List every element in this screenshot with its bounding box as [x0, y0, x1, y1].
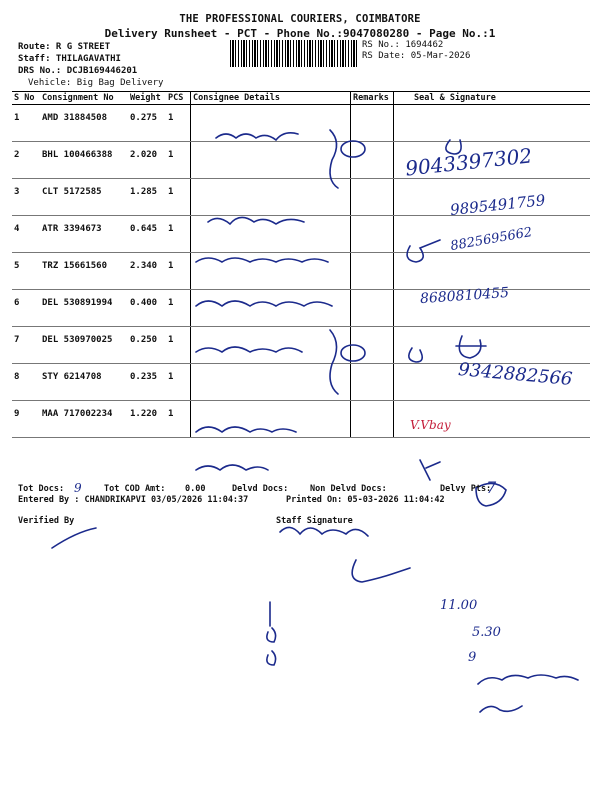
cell-pcs: 1: [166, 290, 191, 327]
cell-sno: 7: [12, 327, 40, 364]
vehicle-info: Vehicle: Big Bag Delivery: [28, 78, 164, 88]
printed-on: Printed On: 05-03-2026 11:04:42: [286, 495, 445, 505]
col-sno: S No: [12, 92, 40, 105]
handwritten-signature-row8: V.Vbay: [410, 418, 451, 432]
cell-pcs: 1: [166, 179, 191, 216]
cell-weight: 0.235: [128, 364, 166, 401]
cell-consignment: MAA 717002234: [40, 401, 128, 438]
total-docs-label: Tot Docs:: [18, 484, 65, 494]
total-cod-value: 0.00: [185, 484, 206, 494]
handwritten-phone-row4: 8825695662: [449, 224, 534, 255]
cell-consignment: CLT 5172585: [40, 179, 128, 216]
handwritten-phone-row7: 9342882566: [457, 359, 574, 390]
handwritten-count-value: 9: [468, 650, 477, 665]
delivered-docs-label: Delvd Docs:: [232, 484, 289, 494]
total-docs-value: 9: [74, 481, 82, 495]
cell-consignment: DEL 530970025: [40, 327, 128, 364]
cell-pcs: 1: [166, 105, 191, 142]
entered-by: Entered By : CHANDRIKAPVI 03/05/2026 11:04:37: [18, 495, 249, 505]
cell-pcs: 1: [166, 216, 191, 253]
company-title: THE PROFESSIONAL COURIERS, COIMBATORE: [179, 13, 421, 25]
col-weight: Weight: [128, 92, 166, 105]
cell-consignment: AMD 31884508: [40, 105, 128, 142]
rs-number: RS No.: 1694462: [362, 40, 444, 50]
delivery-points-value: 7: [486, 478, 497, 497]
cell-weight: 0.275: [128, 105, 166, 142]
cell-sno: 1: [12, 105, 40, 142]
cell-consignment: BHL 100466388: [40, 142, 128, 179]
non-delivered-docs-label: Non Delvd Docs:: [310, 484, 387, 494]
cell-consignment: DEL 530891994: [40, 290, 128, 327]
delivery-points-label: Delvy Pts:: [440, 484, 492, 494]
cell-sno: 6: [12, 290, 40, 327]
cell-weight: 0.645: [128, 216, 166, 253]
staff-info: Staff: THILAGAVATHI: [18, 54, 121, 64]
col-pcs: PCS: [166, 92, 191, 105]
handwritten-phone-row5: 8680810455: [419, 284, 510, 308]
cell-sno: 3: [12, 179, 40, 216]
cell-consignment: STY 6214708: [40, 364, 128, 401]
col-consignment: Consignment No: [40, 92, 128, 105]
cell-pcs: 1: [166, 401, 191, 438]
handwritten-phone-row3: 9895491759: [449, 191, 547, 219]
handwritten-time-value2: 5.30: [472, 625, 501, 640]
verified-by-label: Verified By: [18, 516, 75, 526]
drs-number: DRS No.: DCJB169446201: [18, 66, 138, 76]
runsheet-title: Delivery Runsheet - PCT - Phone No.:9047080280 - Page No.:1: [104, 27, 496, 40]
handwritten-phone-row2: 9043397302: [404, 143, 534, 181]
cell-consignment: ATR 3394673: [40, 216, 128, 253]
col-consignee: Consignee Details: [191, 92, 351, 105]
cell-weight: 0.400: [128, 290, 166, 327]
col-remarks: Remarks: [351, 92, 394, 105]
cell-weight: 1.285: [128, 179, 166, 216]
col-seal-signature: Seal & Signature: [394, 92, 591, 105]
cell-weight: 2.020: [128, 142, 166, 179]
cell-weight: 1.220: [128, 401, 166, 438]
cell-sno: 4: [12, 216, 40, 253]
route-info: Route: R G STREET: [18, 42, 111, 52]
staff-signature-label: Staff Signature: [276, 516, 353, 526]
cell-pcs: 1: [166, 364, 191, 401]
cell-sno: 5: [12, 253, 40, 290]
total-cod-label: Tot COD Amt:: [104, 484, 166, 494]
cell-weight: 0.250: [128, 327, 166, 364]
cell-pcs: 1: [166, 327, 191, 364]
cell-sno: 2: [12, 142, 40, 179]
cell-pcs: 1: [166, 253, 191, 290]
cell-pcs: 1: [166, 142, 191, 179]
cell-weight: 2.340: [128, 253, 166, 290]
handwritten-time-value: 11.00: [440, 598, 478, 613]
cell-sno: 9: [12, 401, 40, 438]
rs-date: RS Date: 05-Mar-2026: [362, 51, 471, 61]
cell-consignment: TRZ 15661560: [40, 253, 128, 290]
cell-sno: 8: [12, 364, 40, 401]
